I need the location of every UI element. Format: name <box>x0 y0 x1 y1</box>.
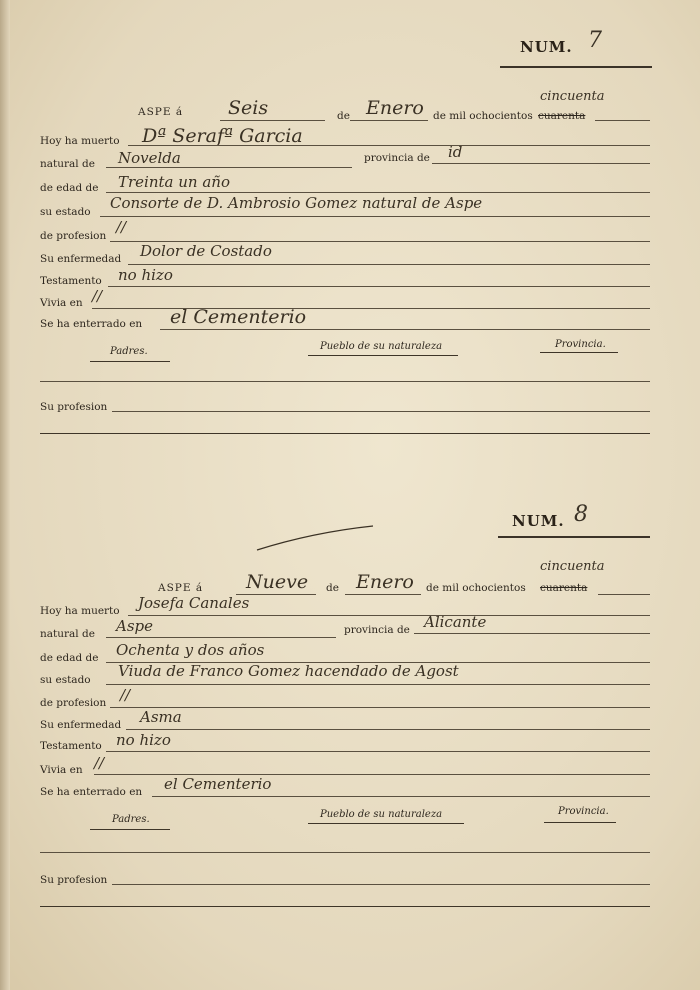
aspe-label: ASPE á <box>138 106 184 118</box>
profesion-handwritten: // <box>116 218 127 236</box>
testamento-handwritten: no hizo <box>116 731 171 749</box>
provincia-col-underline <box>540 352 618 353</box>
entry-number-rule <box>500 66 652 68</box>
provincia-col-header: Provincia. <box>558 806 609 817</box>
mil-ochocientos-label: de mil ochocientos <box>433 110 533 122</box>
profesion-label: de profesion <box>40 697 107 709</box>
entry-number-rule <box>498 536 650 538</box>
natural-de-line <box>106 167 352 168</box>
entry-end-line <box>40 433 650 434</box>
enfermedad-label: Su enfermedad <box>40 253 122 265</box>
natural-de-handwritten: Novelda <box>118 149 181 167</box>
natural-de-label: natural de <box>40 158 95 170</box>
estado-label: su estado <box>40 674 91 686</box>
enterrado-line <box>152 796 650 797</box>
deceased-line <box>128 145 650 146</box>
parents-line <box>40 852 650 853</box>
month-line <box>345 594 421 595</box>
su-profesion-line <box>112 884 650 885</box>
entry-end-line <box>40 906 650 907</box>
profesion-label: de profesion <box>40 230 107 242</box>
padres-underline <box>90 361 170 362</box>
enfermedad-line <box>126 729 650 730</box>
day-handwritten: Seis <box>228 97 269 119</box>
estado-handwritten: Viuda de Franco Gomez hacendado de Agost <box>118 662 459 680</box>
page-binding-edge <box>0 0 10 990</box>
su-profesion-line <box>112 411 650 412</box>
provincia-line <box>432 163 650 164</box>
natural-de-handwritten: Aspe <box>116 617 154 635</box>
month-line <box>350 120 428 121</box>
de-label: de <box>326 582 339 594</box>
su-profesion-label: Su profesion <box>40 874 108 886</box>
testamento-handwritten: no hizo <box>118 266 173 284</box>
edad-label: de edad de <box>40 652 99 664</box>
enterrado-label: Se ha enterrado en <box>40 318 143 330</box>
estado-line <box>106 684 650 685</box>
entry-number-label: NUM. <box>520 38 573 56</box>
pueblo-underline <box>308 355 458 356</box>
edad-label: de edad de <box>40 182 99 194</box>
natural-de-label: natural de <box>40 628 95 640</box>
estado-line <box>100 216 650 217</box>
provincia-col-underline <box>544 822 616 823</box>
padres-underline <box>90 829 170 830</box>
estado-label: su estado <box>40 206 91 218</box>
vivia-en-label: Vivia en <box>40 764 83 776</box>
entry-number-label: NUM. <box>512 512 565 530</box>
enterrado-label: Se ha enterrado en <box>40 786 143 798</box>
vivia-en-handwritten: // <box>92 287 103 305</box>
enfermedad-label: Su enfermedad <box>40 719 122 731</box>
testamento-line <box>106 751 650 752</box>
su-profesion-label: Su profesion <box>40 401 108 413</box>
de-label: de <box>337 110 350 122</box>
pueblo-underline <box>308 823 464 824</box>
pueblo-header: Pueblo de su naturaleza <box>320 341 443 352</box>
deceased-name-handwritten: Josefa Canales <box>138 594 250 612</box>
year-word-handwritten: cincuenta <box>540 559 605 574</box>
padres-header: Padres. <box>112 814 150 825</box>
profesion-handwritten: // <box>120 686 131 704</box>
enfermedad-handwritten: Asma <box>140 708 182 726</box>
pen-flourish-decoration <box>255 524 375 554</box>
testamento-label: Testamento <box>40 740 102 752</box>
year-line <box>598 594 650 595</box>
pueblo-header: Pueblo de su naturaleza <box>320 809 443 820</box>
provincia-col-header: Provincia. <box>555 339 606 350</box>
profesion-line <box>110 707 650 708</box>
testamento-label: Testamento <box>40 275 102 287</box>
edad-line <box>106 192 650 193</box>
enfermedad-line <box>128 264 650 265</box>
cuarenta-struck: cuarenta <box>540 582 588 594</box>
edad-handwritten: Treinta un año <box>118 173 230 191</box>
deceased-line <box>128 615 650 616</box>
vivia-en-label: Vivia en <box>40 297 83 309</box>
month-handwritten: Enero <box>366 97 424 119</box>
provincia-de-label: provincia de <box>344 624 410 636</box>
natural-de-line <box>106 637 336 638</box>
day-line <box>220 120 325 121</box>
edad-handwritten: Ochenta y dos años <box>116 641 265 659</box>
enterrado-handwritten: el Cementerio <box>170 306 307 328</box>
year-word-handwritten: cincuenta <box>540 89 605 104</box>
hoy-muerto-label: Hoy ha muerto <box>40 605 120 617</box>
provincia-de-label: provincia de <box>364 152 430 164</box>
day-handwritten: Nueve <box>246 571 309 593</box>
padres-header: Padres. <box>110 346 148 357</box>
vivia-en-handwritten: // <box>94 754 105 772</box>
testamento-line <box>108 286 650 287</box>
provincia-handwritten: id <box>448 143 463 161</box>
deceased-name-handwritten: Dª Serafª Garcia <box>142 125 303 147</box>
hoy-muerto-label: Hoy ha muerto <box>40 135 120 147</box>
month-handwritten: Enero <box>356 571 414 593</box>
year-line <box>595 120 650 121</box>
parents-line <box>40 381 650 382</box>
aspe-label: ASPE á <box>158 582 204 594</box>
enfermedad-handwritten: Dolor de Costado <box>140 242 272 260</box>
cuarenta-struck: cuarenta <box>538 110 586 122</box>
entry-number-value: 8 <box>574 502 588 527</box>
enterrado-handwritten: el Cementerio <box>164 775 272 793</box>
estado-handwritten: Consorte de D. Ambrosio Gomez natural de Aspe <box>110 194 483 212</box>
mil-ochocientos-label: de mil ochocientos <box>426 582 526 594</box>
entry-number-value: 7 <box>588 28 602 53</box>
provincia-line <box>414 633 650 634</box>
provincia-handwritten: Alicante <box>424 613 487 631</box>
enterrado-line <box>160 329 650 330</box>
